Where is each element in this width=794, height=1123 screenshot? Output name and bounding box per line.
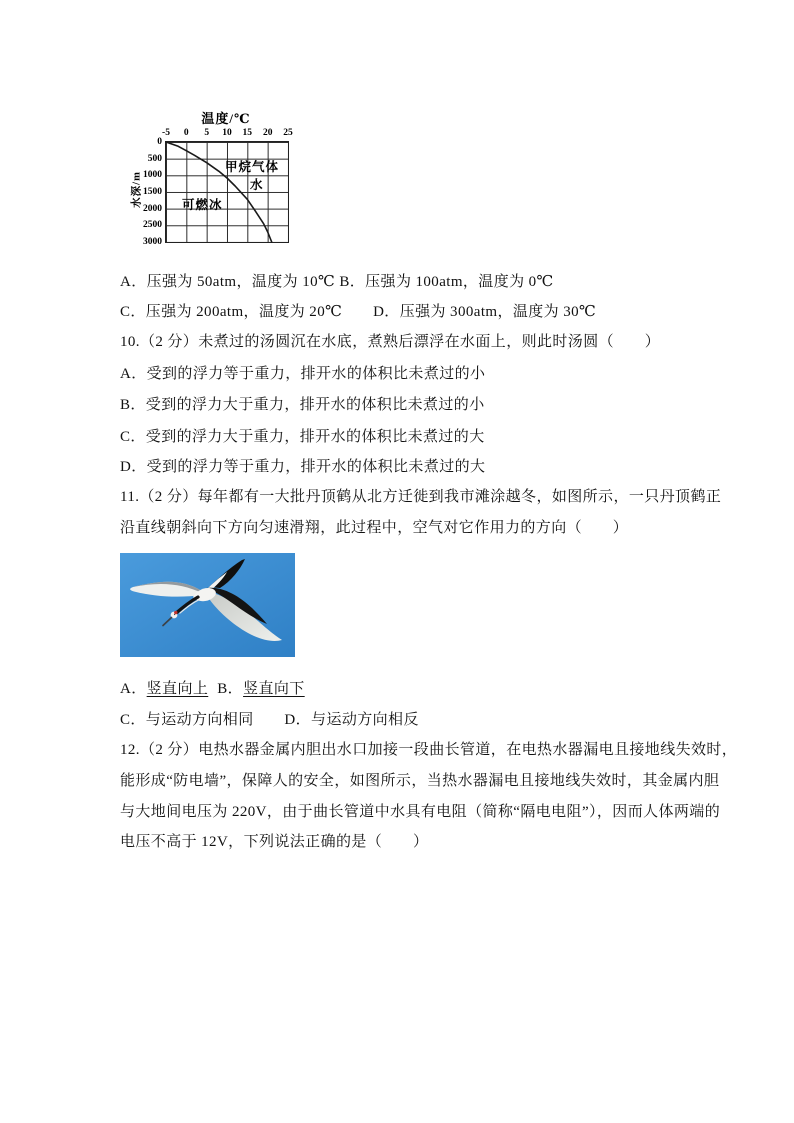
q10-option-c: C．受到的浮力大于重力，排开水的体积比未煮过的大 xyxy=(120,429,485,445)
crane-eye xyxy=(174,614,175,615)
q12-stem-line3: 与大地间电压为 220V，由于曲长管道中水具有电阻（简称“隔电电阻”），因而人体两端的 xyxy=(120,804,721,820)
x-tick-label: -5 xyxy=(162,128,170,138)
x-tick-label: 10 xyxy=(222,128,232,138)
x-tick-label: 25 xyxy=(283,128,293,138)
q11-option-a-label: A． xyxy=(120,681,147,697)
q11-options-row-ab xyxy=(120,680,305,699)
y-tick-label: 2000 xyxy=(143,203,162,214)
region-label-water: 水 xyxy=(250,178,263,192)
crane-photo xyxy=(120,553,295,657)
chart-title: 温度/℃ xyxy=(201,111,251,126)
q11-option-b-text: 竖直向下 xyxy=(243,681,305,697)
q12-stem-line1: 12.（2 分）电热水器金属内胆出水口加接一段曲长管道，在电热水器漏电且接地线失效时， xyxy=(120,742,738,758)
phase-diagram-plot xyxy=(143,128,293,247)
x-tick-label: 0 xyxy=(183,128,189,138)
q9-options-row-ab: A．压强为 50atm，温度为 10℃ B．压强为 100atm，温度为 0℃ xyxy=(120,274,554,290)
q12-stem-line2: 能形成“防电墙”，保障人的安全，如图所示，当热水器漏电且接地线失效时，其金属内胆 xyxy=(120,773,720,789)
x-tick-label: 5 xyxy=(204,128,210,138)
q11-option-b-label: B． xyxy=(217,681,244,697)
region-label-ice: 可燃冰 xyxy=(182,198,223,212)
q10-option-b: B．受到的浮力大于重力，排开水的体积比未煮过的小 xyxy=(120,397,485,413)
q12-stem-line4: 电压不高于 12V，下列说法正确的是（ ） xyxy=(120,834,429,850)
y-tick-label: 500 xyxy=(147,153,162,164)
crane-photo-canvas xyxy=(120,553,295,657)
q10-stem: 10.（2 分）未煮过的汤圆沉在水底，煮熟后漂浮在水面上，则此时汤圆（ ） xyxy=(120,334,661,350)
y-tick-label: 1000 xyxy=(143,170,162,181)
q11-stem-line1: 11.（2 分）每年都有一大批丹顶鹤从北方迁徙到我市滩涂越冬，如图所示，一只丹顶鹤正 xyxy=(120,489,722,505)
y-tick-label: 0 xyxy=(157,137,162,147)
q11-options-row-cd: C．与运动方向相同 D．与运动方向相反 xyxy=(120,712,419,728)
q10-option-d: D．受到的浮力等于重力，排开水的体积比未煮过的大 xyxy=(120,459,486,475)
q11-option-a-text: 竖直向上 xyxy=(146,681,209,697)
crane-red-crown xyxy=(174,611,177,614)
x-tick-label: 15 xyxy=(242,128,253,138)
q9-options-row-cd: C．压强为 200atm，温度为 20℃ D．压强为 300atm，温度为 30℃ xyxy=(120,304,597,320)
y-tick-label: 3000 xyxy=(143,237,162,247)
chart-y-axis-label: 水深/m xyxy=(131,171,143,208)
y-tick-label: 2500 xyxy=(143,220,162,231)
sky-background xyxy=(120,553,295,657)
q11-stem-line2: 沿直线朝斜向下方向匀速滑翔，此过程中，空气对它作用力的方向（ ） xyxy=(120,520,629,536)
region-label-methane: 甲烷气体 xyxy=(225,160,280,174)
q10-option-a: A．受到的浮力等于重力，排开水的体积比未煮过的小 xyxy=(120,366,486,382)
x-tick-label: 20 xyxy=(262,128,273,138)
y-tick-label: 1500 xyxy=(143,187,162,197)
